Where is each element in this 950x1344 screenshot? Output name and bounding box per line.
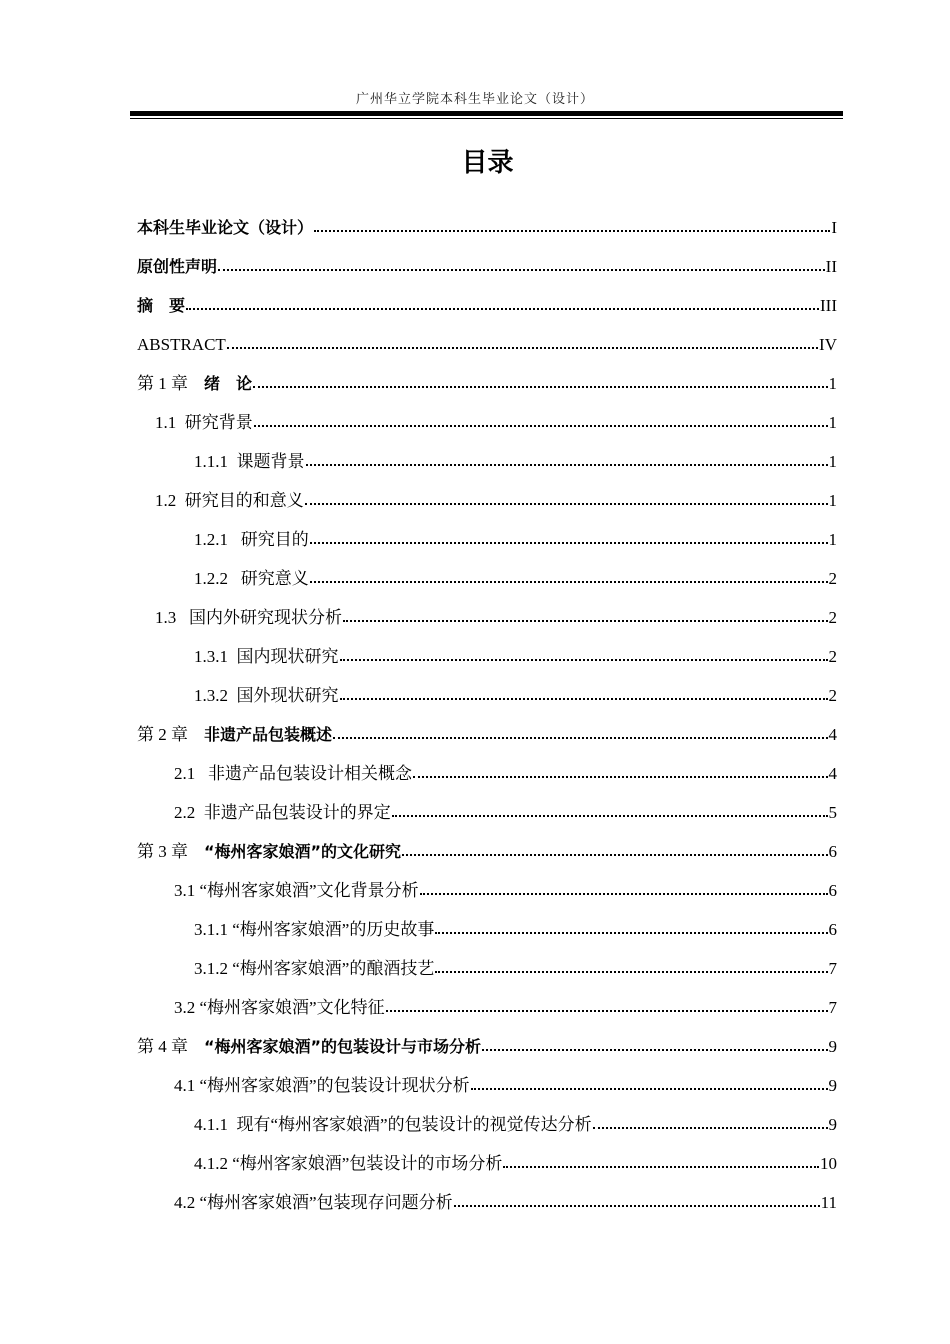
toc-entry-label: 2.1 非遗产品包装设计相关概念 <box>174 764 412 783</box>
toc-leader <box>310 580 828 583</box>
toc-entry-label <box>137 364 252 403</box>
header-rule-thin <box>130 118 843 119</box>
toc-entry-label: 3.1.2 “梅州客家娘酒”的酿酒技艺 <box>194 959 435 978</box>
toc-leader <box>392 814 828 817</box>
running-header: 广州华立学院本科生毕业论文（设计） <box>355 91 594 106</box>
toc-leader <box>413 775 828 778</box>
toc-entry-label: 1.2.1 研究目的 <box>194 530 309 549</box>
toc-entry-label <box>137 832 401 871</box>
chapter-title: “梅州客家娘酒”的包装设计与市场分析 <box>188 1037 482 1056</box>
toc-entry-section[interactable] <box>137 754 837 793</box>
toc-entry-page: III <box>820 296 837 315</box>
toc-entry-page: 4 <box>828 725 837 744</box>
toc-entry-label: 3.2 “梅州客家娘酒”文化特征 <box>174 998 385 1017</box>
toc-entry-chapter-4[interactable] <box>137 1027 837 1066</box>
toc-entry-label: 摘 要 <box>137 296 186 315</box>
toc-entry-label: 4.1 “梅州客家娘酒”的包装设计现状分析 <box>174 1076 470 1095</box>
toc-entry-label: 1.2 研究目的和意义 <box>155 491 304 510</box>
toc-leader <box>435 970 827 973</box>
toc-entry-chapter-1[interactable] <box>137 364 837 403</box>
toc-entry-section[interactable] <box>137 793 837 832</box>
toc-entry-label: 3.1 “梅州客家娘酒”文化背景分析 <box>174 881 419 900</box>
toc-entry-page: 10 <box>820 1154 837 1173</box>
toc-entry-subsection[interactable] <box>137 637 837 676</box>
toc-entry-page: 6 <box>828 920 837 939</box>
toc-entry-subsection[interactable] <box>137 442 837 481</box>
toc-leader <box>310 541 828 544</box>
toc-entry-chapter-2[interactable] <box>137 715 837 754</box>
toc-entry-page: II <box>825 257 837 276</box>
toc-leader <box>305 502 828 505</box>
toc-entry-label <box>137 715 332 754</box>
toc-entry-page: 1 <box>828 452 837 471</box>
toc-entry-section[interactable] <box>137 403 837 442</box>
toc-leader <box>306 463 828 466</box>
toc-leader <box>340 658 828 661</box>
toc-entry-subsection[interactable] <box>137 676 837 715</box>
toc-leader <box>435 931 827 934</box>
toc-entry-page: 4 <box>828 764 837 783</box>
toc-entry-subsection[interactable] <box>137 949 837 988</box>
toc-entry-page: 7 <box>828 998 837 1017</box>
toc-entry-section[interactable] <box>137 481 837 520</box>
chapter-number: 第 2 章 <box>137 725 188 744</box>
toc-entry-page: 2 <box>828 569 837 588</box>
toc-entry-section[interactable] <box>137 1066 837 1105</box>
toc-entry-chapter-3[interactable] <box>137 832 837 871</box>
toc-entry-page: 6 <box>828 842 837 861</box>
toc-entry-section[interactable] <box>137 988 837 1027</box>
toc-leader <box>343 619 828 622</box>
chapter-title: 非遗产品包装概述 <box>188 725 333 744</box>
toc-leader <box>218 268 825 271</box>
toc-leader <box>402 853 827 856</box>
toc-entry-page: 5 <box>828 803 837 822</box>
toc-entry-label: 1.3 国内外研究现状分析 <box>155 608 342 627</box>
toc-entry-page: 2 <box>828 647 837 666</box>
toc-entry-label: 本科生毕业论文（设计） <box>137 218 314 237</box>
toc-leader <box>340 697 828 700</box>
toc-entry-subsection[interactable] <box>137 1105 837 1144</box>
toc-leader <box>253 385 827 388</box>
toc-entry-label: 2.2 非遗产品包装设计的界定 <box>174 803 391 822</box>
toc-leader <box>386 1009 828 1012</box>
chapter-number: 第 3 章 <box>137 842 188 861</box>
toc-leader <box>454 1204 820 1207</box>
toc-entry-subsection[interactable] <box>137 1144 837 1183</box>
chapter-title: “梅州客家娘酒”的文化研究 <box>188 842 402 861</box>
toc-entry-page: 6 <box>828 881 837 900</box>
toc-entry-label: 1.1 研究背景 <box>155 413 253 432</box>
chapter-number: 第 1 章 <box>137 374 188 393</box>
toc-entry-label: 4.1.1 现有“梅州客家娘酒”的包装设计的视觉传达分析 <box>194 1115 592 1134</box>
toc-entry-section[interactable] <box>137 598 837 637</box>
toc-leader <box>503 1165 819 1168</box>
toc-entry-page: 1 <box>828 530 837 549</box>
toc-entry-abstract-cn[interactable] <box>137 286 837 325</box>
toc-leader <box>420 892 828 895</box>
toc-entry-label: 1.3.1 国内现状研究 <box>194 647 339 666</box>
toc-entry-label: 3.1.1 “梅州客家娘酒”的历史故事 <box>194 920 435 939</box>
toc-title: 目录 <box>461 148 514 178</box>
toc-entry-abstract-en[interactable] <box>137 325 837 364</box>
toc-entry-label: 4.2 “梅州客家娘酒”包装现存问题分析 <box>174 1193 453 1212</box>
chapter-number: 第 4 章 <box>137 1037 188 1056</box>
toc-entry-page: 11 <box>820 1193 837 1212</box>
toc-entry-subsection[interactable] <box>137 559 837 598</box>
toc-entry-declaration[interactable] <box>137 247 837 286</box>
toc-entry-label: 1.1.1 课题背景 <box>194 452 305 471</box>
toc-entry-front-cover[interactable] <box>137 208 837 247</box>
header-rule-thick <box>130 111 843 116</box>
toc-entry-page: 9 <box>828 1076 837 1095</box>
toc-entry-page: 1 <box>828 491 837 510</box>
toc-leader <box>254 424 828 427</box>
toc-entry-subsection[interactable] <box>137 910 837 949</box>
toc-entry-page: IV <box>819 335 837 354</box>
toc-entry-label: 1.3.2 国外现状研究 <box>194 686 339 705</box>
toc-entry-page: 1 <box>828 374 837 393</box>
toc-entry-label: 原创性声明 <box>137 257 218 276</box>
toc-entry-label: 1.2.2 研究意义 <box>194 569 309 588</box>
toc-entry-label: ABSTRACT <box>137 335 226 354</box>
table-of-contents <box>137 208 837 1222</box>
toc-entry-subsection[interactable] <box>137 520 837 559</box>
toc-entry-page: 2 <box>828 686 837 705</box>
toc-entry-page: 1 <box>828 413 837 432</box>
toc-entry-section[interactable] <box>137 871 837 910</box>
toc-entry-page: I <box>831 218 837 237</box>
toc-entry-page: 9 <box>828 1115 837 1134</box>
chapter-title: 绪 论 <box>188 374 253 393</box>
toc-leader <box>186 307 819 310</box>
toc-entry-label: 4.1.2 “梅州客家娘酒”包装设计的市场分析 <box>194 1154 503 1173</box>
toc-leader <box>482 1048 827 1051</box>
toc-entry-page: 2 <box>828 608 837 627</box>
toc-leader <box>227 346 818 349</box>
toc-leader <box>333 736 827 739</box>
toc-leader <box>593 1126 828 1129</box>
toc-entry-section[interactable] <box>137 1183 837 1222</box>
toc-leader <box>471 1087 828 1090</box>
toc-leader <box>314 229 830 232</box>
toc-entry-page: 9 <box>828 1037 837 1056</box>
toc-entry-page: 7 <box>828 959 837 978</box>
toc-entry-label <box>137 1027 481 1066</box>
